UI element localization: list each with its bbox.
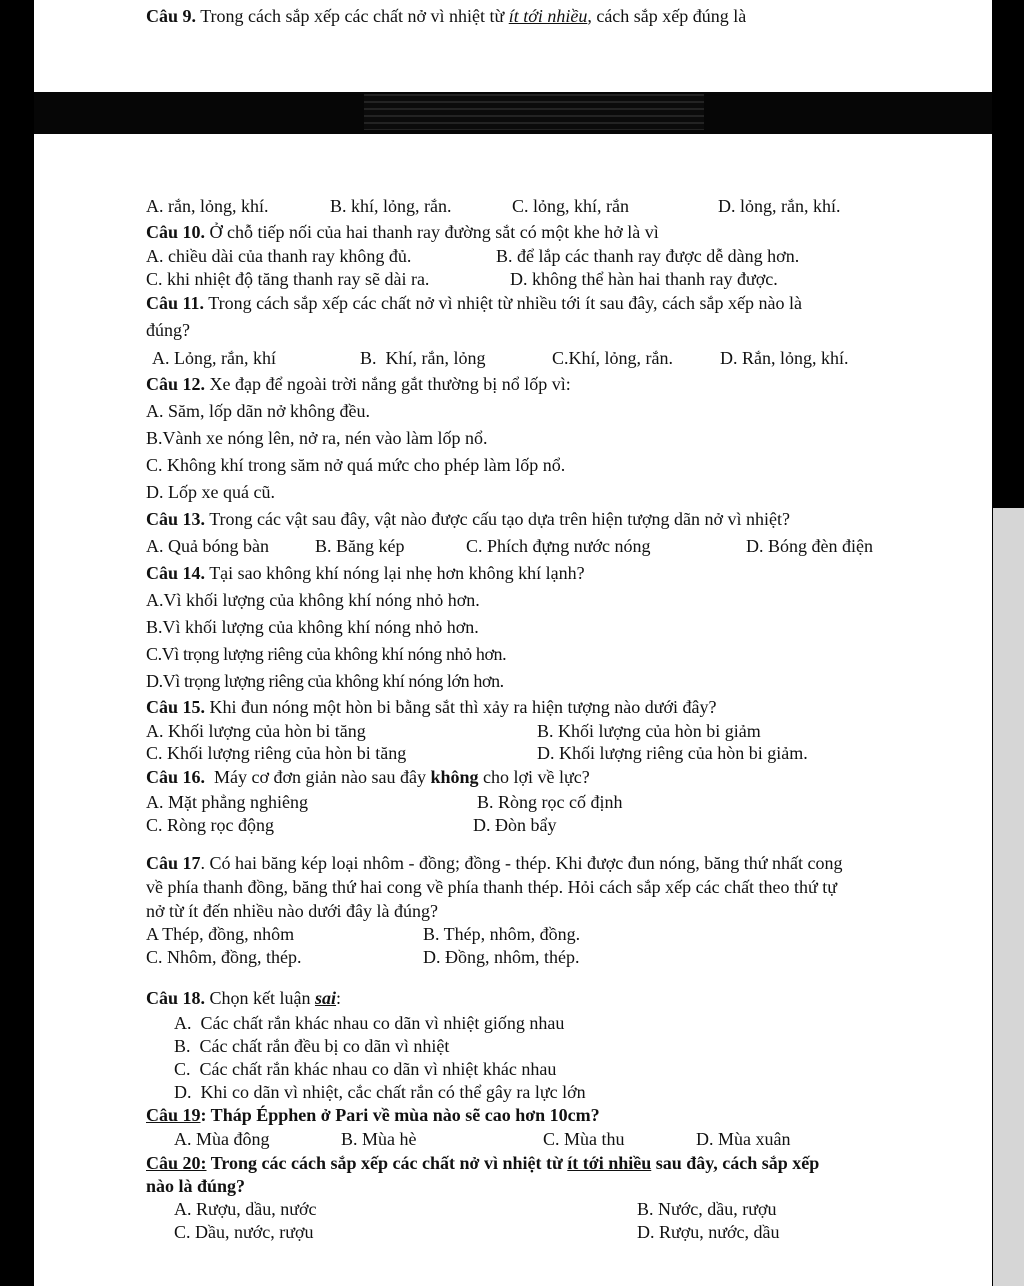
q10-option-b: B. để lắp các thanh ray được dễ dàng hơn. — [496, 246, 800, 266]
question-10: Câu 10. Ở chỗ tiếp nối của hai thanh ray đường sắt có một khe hở là vì — [146, 222, 659, 242]
q17-option-a: A Thép, đồng, nhôm — [146, 924, 295, 944]
q14-option-a: A.Vì khối lượng của không khí nóng nhỏ hơn. — [146, 590, 480, 610]
q12-option-c: C. Không khí trong săm nở quá mức cho phép làm lốp nổ. — [146, 455, 566, 475]
q17-option-c: C. Nhôm, đồng, thép. — [146, 947, 302, 967]
q10-option-d: D. không thể hàn hai thanh ray được. — [510, 269, 778, 289]
q11-option-b: B. Khí, rắn, lỏng — [360, 348, 486, 368]
dark-scan-band — [34, 92, 992, 134]
q16-option-b: B. Ròng rọc cố định — [477, 792, 623, 812]
q12-option-b: B.Vành xe nóng lên, nở ra, nén vào làm lốp nổ. — [146, 428, 488, 448]
q16-option-a: A. Mặt phẳng nghiêng — [146, 792, 308, 812]
question-17-line-3: nở từ ít đến nhiều nào dưới đây là đúng? — [146, 901, 438, 921]
question-13: Câu 13. Trong các vật sau đây, vật nào được cấu tạo dựa trên hiện tượng dãn nở vì nhiệt? — [146, 509, 791, 529]
q16-option-c: C. Ròng rọc động — [146, 815, 274, 835]
question-17-line-2: về phía thanh đồng, băng thứ hai cong về phía thanh thép. Hỏi cách sắp xếp các chất theo thứ tự — [146, 877, 838, 897]
q10-option-a: A. chiều dài của thanh ray không đủ. — [146, 246, 412, 266]
question-12: Câu 12. Xe đạp để ngoài trời nắng gắt thường bị nổ lốp vì: — [146, 374, 571, 394]
question-20-cont: nào là đúng? — [146, 1176, 246, 1196]
q13-option-b: B. Băng kép — [315, 536, 405, 556]
q9-option-c: C. lỏng, khí, rắn — [512, 196, 629, 216]
question-11: Câu 11. Trong cách sắp xếp các chất nở vì nhiệt từ nhiều tới ít sau đây, cách sắp xếp nào là — [146, 293, 802, 313]
q13-option-c: C. Phích đựng nước nóng — [466, 536, 651, 556]
q20-option-b: B. Nước, dầu, rượu — [637, 1199, 777, 1219]
question-20: Câu 20: Trong các cách sắp xếp các chất nở vì nhiệt từ ít tới nhiều sau đây, cách sắp xếp — [146, 1153, 820, 1173]
question-11-cont: đúng? — [146, 320, 190, 340]
q9-option-b: B. khí, lỏng, rắn. — [330, 196, 452, 216]
q16-option-d: D. Đòn bẩy — [473, 815, 557, 835]
q17-option-b: B. Thép, nhôm, đồng. — [423, 924, 581, 944]
q9-option-a: A. rắn, lỏng, khí. — [146, 196, 269, 216]
q17-option-d: D. Đồng, nhôm, thép. — [423, 947, 580, 967]
q18-option-c: C. Các chất rắn khác nhau co dãn vì nhiệt khác nhau — [174, 1059, 557, 1079]
q12-option-a: A. Săm, lốp dãn nở không đều. — [146, 401, 370, 421]
question-16: Câu 16. Máy cơ đơn giản nào sau đây không cho lợi về lực? — [146, 767, 590, 787]
q10-option-c: C. khi nhiệt độ tăng thanh ray sẽ dài ra. — [146, 269, 430, 289]
q20-option-c: C. Dầu, nước, rượu — [174, 1222, 314, 1242]
q15-option-a: A. Khối lượng của hòn bi tăng — [146, 721, 366, 741]
q11-option-a: A. Lỏng, rắn, khí — [152, 348, 276, 368]
q19-option-d: D. Mùa xuân — [696, 1129, 791, 1149]
q19-option-c: C. Mùa thu — [543, 1129, 625, 1149]
q13-option-a: A. Quả bóng bàn — [146, 536, 269, 556]
question-18: Câu 18. Chọn kết luận sai: — [146, 988, 342, 1008]
q14-option-c: C.Vì trọng lượng riêng của không khí nóng nhỏ hơn. — [146, 644, 507, 664]
question-9: Câu 9. Trong cách sắp xếp các chất nở vì nhiệt từ ít tới nhiều, cách sắp xếp đúng là — [146, 6, 747, 26]
q20-option-a: A. Rượu, dầu, nước — [174, 1199, 317, 1219]
q18-option-b: B. Các chất rắn đều bị co dãn vì nhiệt — [174, 1036, 450, 1056]
q18-option-d: D. Khi co dãn vì nhiệt, cắc chất rắn có thể gây ra lực lớn — [174, 1082, 586, 1102]
q15-option-d: D. Khối lượng riêng của hòn bi giảm. — [537, 743, 808, 763]
q11-option-d: D. Rắn, lỏng, khí. — [720, 348, 849, 368]
blurred-text-strip — [364, 94, 704, 130]
q11-option-c: C.Khí, lỏng, rắn. — [552, 348, 673, 368]
q15-option-b: B. Khối lượng của hòn bi giảm — [537, 721, 761, 741]
scrollbar[interactable] — [993, 508, 1024, 1286]
question-14: Câu 14. Tại sao không khí nóng lại nhẹ hơn không khí lạnh? — [146, 563, 585, 583]
q15-option-c: C. Khối lượng riêng của hòn bi tăng — [146, 743, 407, 763]
q14-option-b: B.Vì khối lượng của không khí nóng nhỏ hơn. — [146, 617, 479, 637]
q19-option-b: B. Mùa hè — [341, 1129, 417, 1149]
q13-option-d: D. Bóng đèn điện — [746, 536, 873, 556]
q9-option-d: D. lỏng, rắn, khí. — [718, 196, 841, 216]
question-17: Câu 17. Có hai băng kép loại nhôm - đồng; đồng - thép. Khi được đun nóng, băng thứ nhất cong — [146, 853, 843, 873]
q14-option-d: D.Vì trọng lượng riêng của không khí nóng lớn hơn. — [146, 671, 504, 691]
question-19: Câu 19: Tháp Épphen ở Pari về mùa nào sẽ cao hơn 10cm? — [146, 1105, 600, 1125]
question-15: Câu 15. Khi đun nóng một hòn bi bằng sắt thì xảy ra hiện tượng nào dưới đây? — [146, 697, 717, 717]
q19-option-a: A. Mùa đông — [174, 1129, 270, 1149]
q20-option-d: D. Rượu, nước, dầu — [637, 1222, 780, 1242]
q12-option-d: D. Lốp xe quá cũ. — [146, 482, 275, 502]
q18-option-a: A. Các chất rắn khác nhau co dãn vì nhiệt giống nhau — [174, 1013, 565, 1033]
